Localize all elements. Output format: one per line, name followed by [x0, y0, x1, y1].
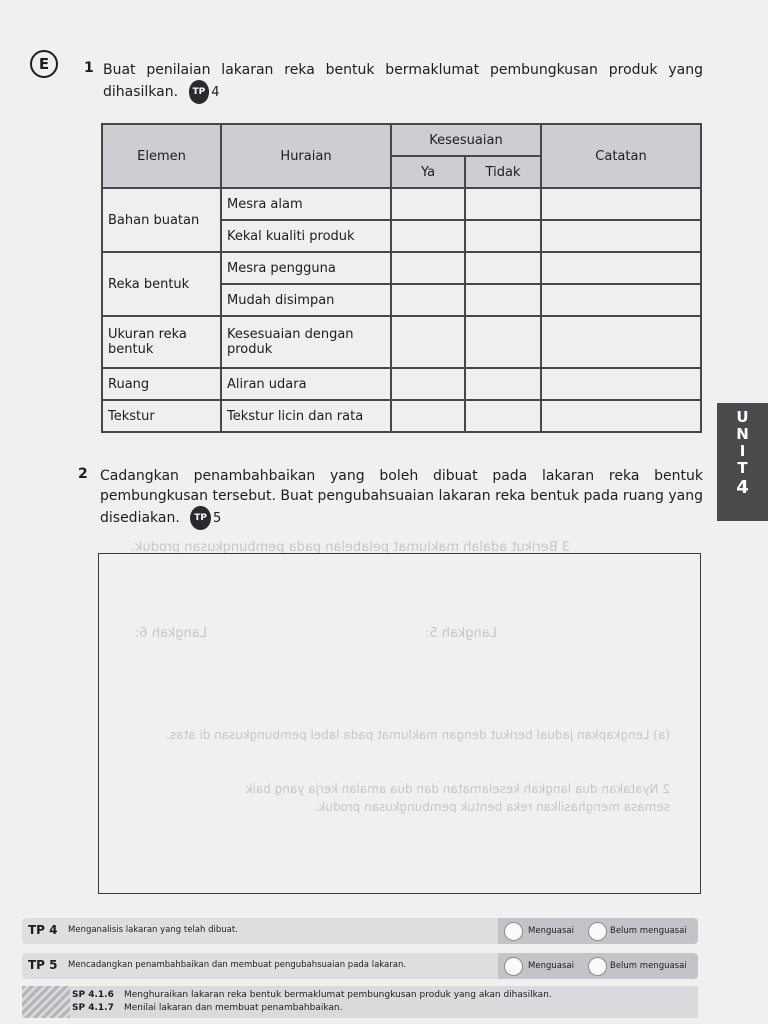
question-text-body: Cadangkan penambahbaikan yang boleh dibuat pada lakaran reka bentuk pembungkusan tersebut. Buat pengubahsuaian lakaran reka bentuk pada ruang yang disediakan. [100, 468, 703, 526]
cell-huraian: Kekal kualiti produk [221, 220, 391, 252]
cell-ya[interactable] [391, 284, 465, 316]
show-through-text: Langkah 6: [135, 626, 207, 641]
question-text [100, 466, 703, 530]
cell-huraian: Tekstur licin dan rata [221, 400, 391, 432]
sp-text: Menilai lakaran dan membuat penambahbaikan. [124, 1003, 343, 1013]
cell-ya[interactable] [391, 316, 465, 368]
unit-letter: N [736, 425, 749, 443]
unit-letter: U [736, 408, 749, 426]
menguasai-checkbox[interactable] [504, 922, 523, 941]
cell-huraian: Mesra alam [221, 188, 391, 220]
cell-huraian: Aliran udara [221, 368, 391, 400]
show-through-text: (a) Lengkapkan jadual berikut dengan maklumat pada label pembungkusan di atas. [166, 728, 670, 742]
cell-huraian: Mudah disimpan [221, 284, 391, 316]
cell-elemen: Tekstur [102, 400, 221, 432]
cell-catatan[interactable] [541, 252, 701, 284]
belum-menguasai-checkbox[interactable] [588, 922, 607, 941]
tp-assessment-row [22, 918, 698, 944]
tp-description: Mencadangkan penambahbaikan dan membuat pengubahsuaian pada lakaran. [68, 960, 407, 970]
cell-elemen: Bahan buatan [102, 188, 221, 252]
header-kesesuaian: Kesesuaian [391, 124, 541, 156]
tp-level-icon: TP [190, 506, 211, 530]
cell-catatan[interactable] [541, 220, 701, 252]
question-text-body: Buat penilaian lakaran reka bentuk bermaklumat pembungkusan produk yang dihasilkan. [103, 62, 703, 100]
cell-tidak[interactable] [465, 252, 541, 284]
header-ya: Ya [391, 156, 465, 188]
mastery-options [498, 918, 698, 944]
unit-number: 4 [736, 477, 749, 498]
standard-pembelajaran-footer [22, 986, 698, 1018]
cell-tidak[interactable] [465, 316, 541, 368]
cell-elemen: Ruang [102, 368, 221, 400]
belum-menguasai-checkbox[interactable] [588, 957, 607, 976]
option-label: Menguasai [528, 926, 574, 936]
table-row [102, 368, 701, 400]
cell-ya[interactable] [391, 188, 465, 220]
header-tidak: Tidak [465, 156, 541, 188]
cell-tidak[interactable] [465, 188, 541, 220]
cell-ya[interactable] [391, 252, 465, 284]
tp-code: TP 5 [28, 958, 58, 972]
cell-tidak[interactable] [465, 284, 541, 316]
mastery-options [498, 953, 698, 979]
header-catatan: Catatan [541, 124, 701, 188]
tp-assessment-row [22, 953, 698, 979]
option-label: Belum menguasai [610, 926, 687, 936]
cell-catatan[interactable] [541, 284, 701, 316]
sp-code: SP 4.1.7 [72, 1003, 114, 1013]
cell-ya[interactable] [391, 368, 465, 400]
header-huraian: Huraian [221, 124, 391, 188]
tp-level-number: 5 [213, 511, 222, 526]
option-label: Menguasai [528, 961, 574, 971]
sketch-drawing-area[interactable] [98, 553, 701, 894]
cell-tidak[interactable] [465, 400, 541, 432]
show-through-text: Langkah 5: [425, 626, 497, 641]
cell-huraian: Mesra pengguna [221, 252, 391, 284]
section-badge: E [30, 50, 58, 78]
sp-text: Menghuraikan lakaran reka bentuk bermaklumat pembungkusan produk yang akan dihasilkan. [124, 990, 552, 1000]
menguasai-checkbox[interactable] [504, 957, 523, 976]
cell-elemen: Reka bentuk [102, 252, 221, 316]
question-number: 1 [84, 60, 94, 76]
table-row [102, 188, 701, 220]
cell-ya[interactable] [391, 220, 465, 252]
question-text [103, 60, 703, 104]
option-label: Belum menguasai [610, 961, 687, 971]
cell-catatan[interactable] [541, 368, 701, 400]
tp-code: TP 4 [28, 923, 58, 937]
table-row [102, 316, 701, 368]
evaluation-table [101, 123, 702, 433]
header-elemen: Elemen [102, 124, 221, 188]
sp-code: SP 4.1.6 [72, 990, 114, 1000]
table-row [102, 400, 701, 432]
show-through-text: 2 Nyatakan dua langkah keselamatan dan dua amalan kerja yang baik semasa menghasilkan reka bentuk pembungkusan produk. [245, 782, 670, 814]
sp-line [72, 990, 552, 1000]
show-through-text: 3 Berikut adalah maklumat pelabelan pada pembungkusan produk. [130, 540, 570, 555]
decorative-stripe [22, 986, 70, 1018]
tp-level-number: 4 [211, 85, 220, 100]
table-row [102, 252, 701, 284]
cell-tidak[interactable] [465, 220, 541, 252]
unit-letter: T [737, 459, 748, 477]
unit-letter: I [739, 442, 746, 460]
cell-tidak[interactable] [465, 368, 541, 400]
cell-ya[interactable] [391, 400, 465, 432]
cell-huraian: Kesesuaian dengan produk [221, 316, 391, 368]
cell-catatan[interactable] [541, 316, 701, 368]
cell-catatan[interactable] [541, 400, 701, 432]
cell-catatan[interactable] [541, 188, 701, 220]
sp-line [72, 1003, 342, 1013]
question-number: 2 [78, 466, 88, 482]
tp-description: Menganalisis lakaran yang telah dibuat. [68, 925, 238, 935]
unit-tab [717, 403, 768, 521]
tp-level-icon: TP [189, 80, 210, 104]
cell-elemen: Ukuran reka bentuk [102, 316, 221, 368]
